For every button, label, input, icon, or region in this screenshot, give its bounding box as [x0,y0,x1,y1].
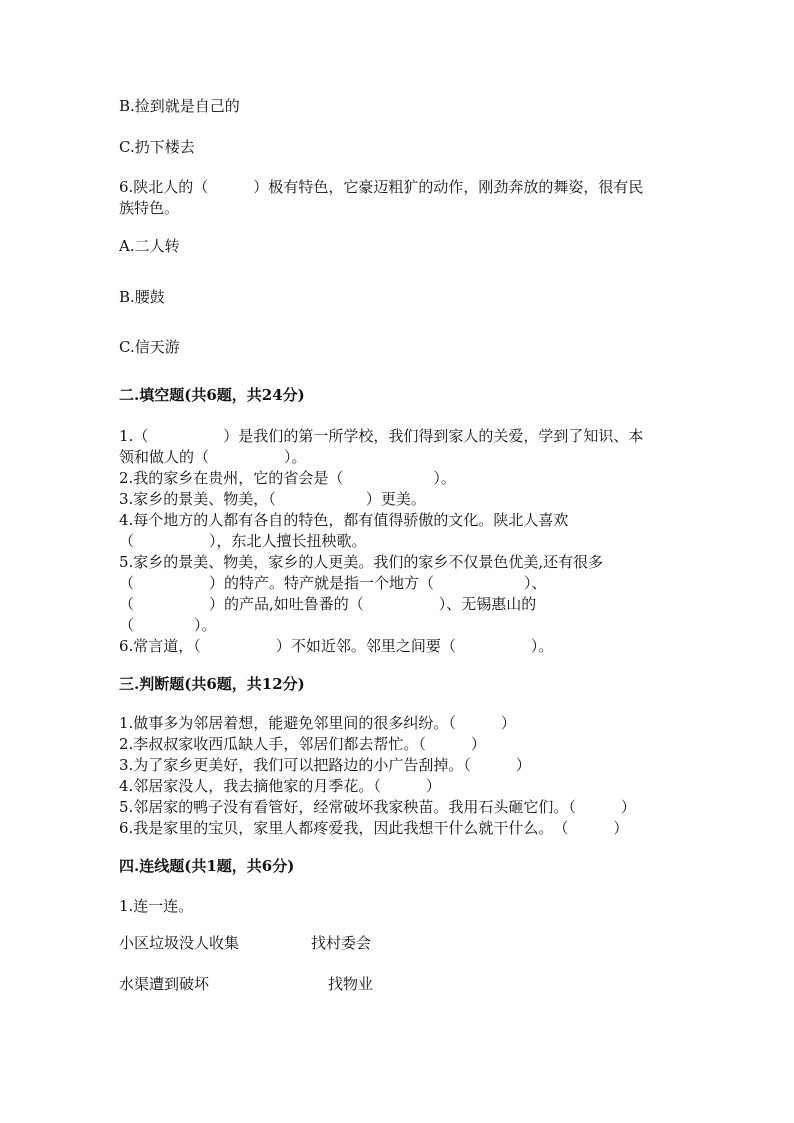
fill-blank-line: 3.家乡的景美、物美，（ ）更美。 [119,490,426,508]
q6-stem-line-2: 族特色。 [119,199,180,217]
true-false-line: 4.邻居家没人，我去摘他家的月季花。（ ） [119,777,441,795]
section-true-false-title: 三.判断题(共6题，共12分) [119,675,305,693]
fill-blank-line: （ ）的特产。特产就是指一个地方（ ）、 [119,574,547,592]
true-false-line: 3.为了家乡更美好，我们可以把路边的小广告刮掉。（ ） [119,756,531,774]
matching-left-item: 小区垃圾没人收集 [119,934,240,952]
true-false-line: 6.我是家里的宝贝，家里人都疼爱我，因此我想干什么就干什么。 （ ） [119,819,629,837]
fill-blank-line: 6.常言道，（ ）不如近邻。邻里之间要（ ）。 [119,637,554,655]
q6-stem-line-1: 6.陕北人的（ ）极有特色，它豪迈粗犷的动作，刚劲奔放的舞姿，很有民 [119,178,644,196]
fill-blank-line: （ ）的产品,如吐鲁番的（ ）、无锡惠山的 [119,595,537,613]
true-false-line: 1.做事多为邻居着想，能避免邻里间的很多纠纷。（ ） [119,714,516,732]
matching-right-item: 找物业 [328,975,374,993]
matching-right-item: 找村委会 [311,934,372,952]
fill-blank-line: （ ）。 [119,616,217,634]
fill-blank-line: （ ），东北人擅长扭秧歌。 [119,532,367,550]
q6-option-a: A.二人转 [119,237,180,255]
q5-option-c: C.扔下楼去 [119,138,195,156]
section-fill-blank-title: 二.填空题(共6题，共24分) [119,386,305,404]
matching-left-item: 水渠遭到破坏 [119,975,210,993]
true-false-line: 2.李叔叔家收西瓜缺人手，邻居们都去帮忙。（ ） [119,735,486,753]
section-matching-title: 四.连线题(共1题，共6分) [119,857,295,875]
fill-blank-line: 2.我的家乡在贵州，它的省会是（ ）。 [119,469,456,487]
fill-blank-line: 1.（ ）是我们的第一所学校，我们得到家人的关爱，学到了知识、本 [119,427,644,445]
fill-blank-line: 5.家乡的景美、物美，家乡的人更美。我们的家乡不仅景色优美,还有很多 [119,553,604,571]
fill-blank-line: 领和做人的（ ）。 [119,448,307,466]
q5-option-b: B.捡到就是自己的 [119,97,240,115]
q6-option-b: B.腰鼓 [119,288,165,306]
q6-option-c: C.信天游 [119,338,180,356]
matching-question: 1.连一连。 [119,897,194,915]
true-false-line: 5.邻居家的鸭子没有看管好，经常破坏我家秧苗。我用石头砸它们。（ ） [119,798,636,816]
fill-blank-line: 4.每个地方的人都有各自的特色，都有值得骄傲的文化。陕北人喜欢 [119,511,569,529]
